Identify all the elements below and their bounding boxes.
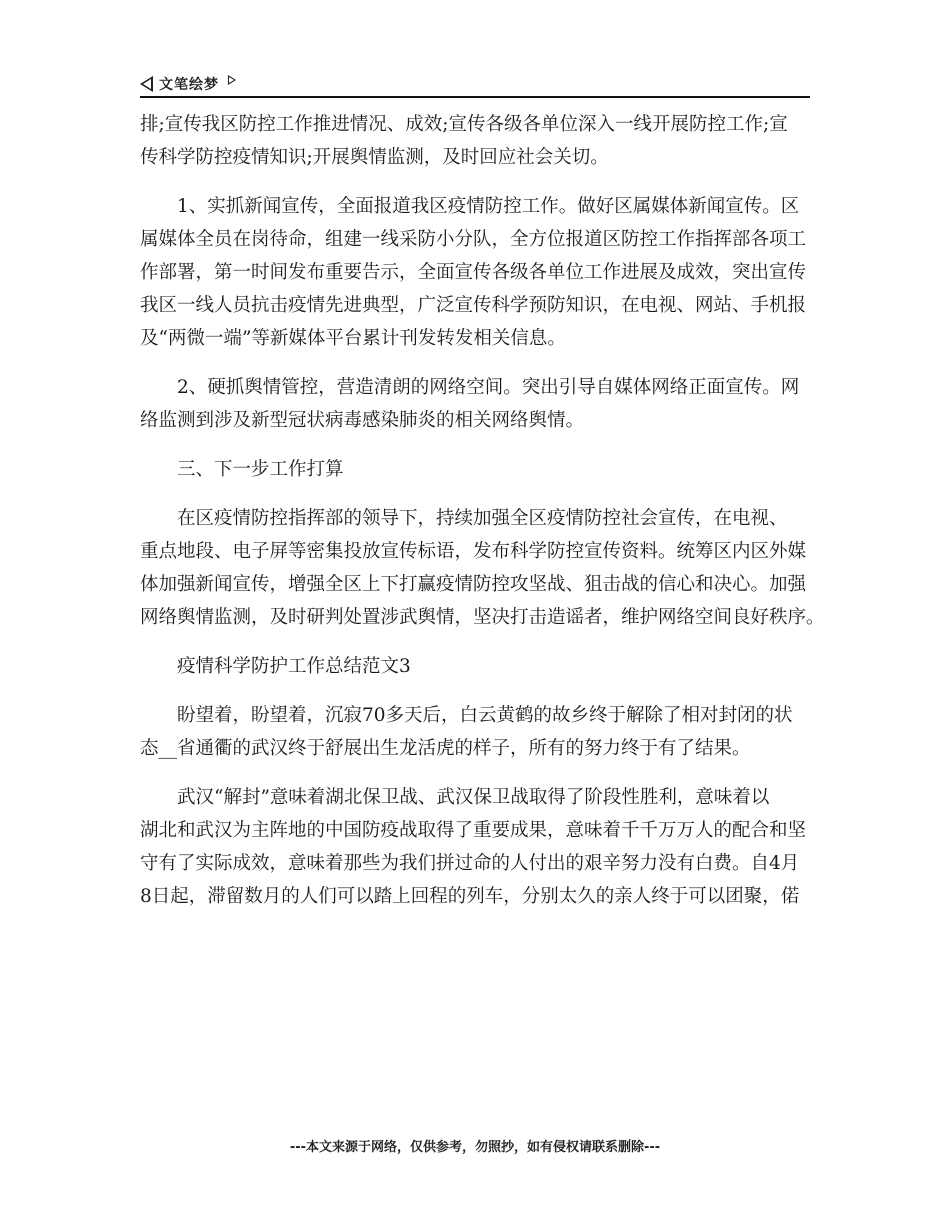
text-line: 2、硬抓舆情管控，营造清朗的网络空间。突出引导自媒体网络正面宣传。网 <box>177 377 800 398</box>
text-line: 我区一线人员抗击疫情先进典型，广泛宣传科学预防知识，在电视、网站、手机报 <box>140 295 807 316</box>
page-header <box>140 72 810 96</box>
text-line: 排;宣传我区防控工作推进情况、成效;宣传各级各单位深入一线开展防控工作;宣 <box>140 114 788 135</box>
text-line: 盼望着，盼望着，沉寂70多天后，白云黄鹤的故乡终于解除了相对封闭的状 <box>177 705 793 726</box>
header-divider <box>140 96 810 98</box>
text-line: 及“两微一端”等新媒体平台累计刊发转发相关信息。 <box>140 328 566 349</box>
text-line: 疫情科学防护工作总结范文3 <box>177 656 411 677</box>
text-line: 网络舆情监测，及时研判处置涉武舆情，坚决打击造谣者，维护网络空间良好秩序。 <box>140 607 825 628</box>
text-line: 在区疫情防控指挥部的领导下，持续加强全区疫情防控社会宣传，在电视、 <box>177 508 788 529</box>
text-line: 属媒体全员在岗待命，组建一线采防小分队，全方位报道区防控工作指挥部各项工 <box>140 229 807 250</box>
text-line: 湖北和武汉为主阵地的中国防疫战取得了重要成果，意味着千千万万人的配合和坚 <box>140 820 807 841</box>
text-line: 守有了实际成效，意味着那些为我们拼过命的人付出的艰辛努力没有白费。自4月 <box>140 853 800 874</box>
text-line: 1、实抓新闻宣传，全面报道我区疫情防控工作。做好区属媒体新闻宣传。区 <box>177 196 800 217</box>
text-line: 作部署，第一时间发布重要告示，全面宣传各级各单位工作进展及成效，突出宣传 <box>140 262 807 283</box>
text-line: 传科学防控疫情知识;开展舆情监测，及时回应社会关切。 <box>140 147 609 168</box>
text-line: 三、下一步工作打算 <box>177 459 344 480</box>
paragraph <box>140 190 815 355</box>
paragraph-gap <box>140 437 815 453</box>
paragraph-gap <box>140 355 815 371</box>
paragraph <box>140 108 815 174</box>
document-body <box>140 108 825 913</box>
text-line: 络监测到涉及新型冠状病毒感染肺炎的相关网络舆情。 <box>140 410 585 431</box>
text-line: 8日起，滞留数月的人们可以踏上回程的列车，分别太久的亲人终于可以团聚，偌 <box>140 886 800 907</box>
paragraph <box>140 371 815 437</box>
triangle-right-icon <box>228 75 236 85</box>
text-line: 体加强新闻宣传，增强全区上下打赢疫情防控攻坚战、狙击战的信心和决心。加强 <box>140 574 807 595</box>
triangle-left-icon <box>140 76 153 92</box>
paragraph <box>140 453 815 486</box>
page-footer: ---本文来源于网络，仅供参考，勿照抄，如有侵权请联系删除--- <box>289 1140 661 1155</box>
text-line: 重点地段、电子屏等密集投放宣传标语，发布科学防控宣传资料。统筹区内区外媒 <box>140 541 807 562</box>
paragraph-gap <box>140 683 815 699</box>
text-line: 武汉“解封”意味着湖北保卫战、武汉保卫战取得了阶段性胜利，意味着以 <box>177 787 770 808</box>
paragraph <box>140 699 815 765</box>
paragraph-gap <box>140 174 815 190</box>
paragraph <box>140 502 825 634</box>
paragraph-gap <box>140 634 815 650</box>
paragraph <box>140 650 815 683</box>
text-line: 态__省通衢的武汉终于舒展出生龙活虎的样子，所有的努力终于有了结果。 <box>140 738 751 759</box>
header-brand: 文笔绘梦 <box>159 77 219 93</box>
paragraph-gap <box>140 486 815 502</box>
paragraph <box>140 781 815 913</box>
paragraph-gap <box>140 765 815 781</box>
